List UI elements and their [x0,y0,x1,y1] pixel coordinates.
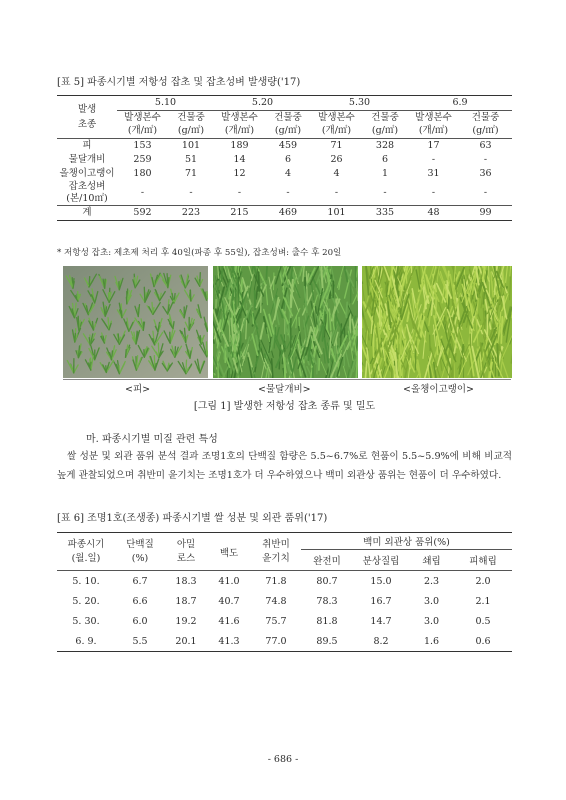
table5-header-dates [57,96,512,111]
sub-header: 건물중 [371,111,399,123]
table5-cell: 259 [133,154,152,166]
row-label-text: 잡초성벼 [68,180,106,192]
table6-cell: 40.7 [218,595,240,607]
table6-cell: 5. 20. [72,595,100,607]
table6-cell: 89.5 [316,635,338,647]
row-label-text: 올챙이고랭이 [59,167,115,179]
table6-row [57,591,512,611]
table6-cell: 6.6 [132,595,148,607]
table6-cell: 3.0 [423,595,440,607]
table5 [57,95,512,221]
table6-cell: 5. 30. [72,615,100,627]
table5-cell: 101 [311,205,362,220]
table5-cell: 335 [362,205,408,220]
row-label [57,205,117,220]
figure1-caption: [그림 1] 발생한 저항성 잡초 종류 및 밀도 [193,401,376,412]
table6-row [57,631,512,652]
table6-cell: 16.7 [370,595,392,607]
amylose-header [165,533,207,571]
table6-cell: 1.6 [423,635,440,647]
table6-body [57,571,512,652]
unit: (개/㎡) [408,125,459,139]
table5-caption: [표 5] 파종시기별 저항성 잡초 및 잡초성벼 발생량('17) [57,77,301,88]
paragraph-text: 쌀 성분 및 외관 품위 분석 결과 조명1호의 단백질 함량은 5.5~6.7%로 현품이 5.5~5.9%에 비해 비교적 높게 관찰되었으며 취반미 윤기치는 조명1호가 더 우수하였으나 백미 외관상 품위는 현품이 더 우수하였다. [57,451,512,481]
seedling-blade [167,274,168,288]
sub-header: 발생본수 [415,111,452,123]
table6-cell: 78.3 [316,595,338,607]
whiteness-header: 백도 [207,533,251,571]
table5-header-subs [57,110,512,124]
section-paragraph [57,447,512,485]
table6-cell: 2.3 [423,575,440,587]
table5-cell: - [237,186,242,198]
sub-header: 발생본수 [221,111,258,123]
date-header: 5.20 [214,96,311,111]
grass-blade [373,334,374,357]
table5-cell: 12 [233,167,246,179]
grass-blade [218,354,219,378]
row-label-text: 물달개비 [68,154,106,166]
grass-blade [259,272,260,291]
appearance-sub-header: 쇄립 [409,550,454,571]
table5-cell: 48 [408,205,459,220]
table5-cell: 31 [427,167,440,179]
table5-row [57,139,512,153]
table5-cell: - [431,154,436,166]
table5-cell: - [140,186,145,198]
protein-header [115,533,165,571]
row-label [57,153,117,167]
gloss-header-line1: 취반미 [262,538,290,550]
table5-cell: - [431,186,436,198]
table6-cell: 77.0 [265,635,287,647]
table6-cell: 80.7 [316,575,338,587]
date-header: 5.10 [117,96,214,111]
table6-cell: 2.1 [475,595,491,607]
table6-cell: 41.6 [218,615,240,627]
table6-cell: 6.0 [132,615,148,627]
appearance-sub-header: 피해립 [454,550,512,571]
table6-cell: 81.8 [316,615,338,627]
table5-cell: 71 [184,167,198,179]
seedling-blade [144,287,145,302]
table6 [57,532,512,652]
photo-barnyard-grass-image [63,266,208,378]
table6-cell: 0.5 [475,615,491,627]
table6-cell: 15.0 [370,575,392,587]
protein-header-line2: (%) [131,552,149,564]
sub-header: 발생본수 [318,111,355,123]
table5-header-units [57,125,512,139]
table6-cell: 41.3 [218,635,240,647]
table6-cell: 5.5 [132,635,148,647]
row-header-line2: 초종 [77,119,97,131]
appearance-sub-header: 완전미 [301,550,353,571]
unit: (개/㎡) [311,125,362,139]
sub-header: 발생본수 [124,111,161,123]
row-label-text: 계 [82,206,92,218]
grass-blade [346,302,347,317]
table5-cell: 469 [265,205,311,220]
figure-label: <피> [125,384,151,395]
table5-row-header [57,96,117,139]
row-label-text: 피 [82,140,92,152]
row-label [57,181,117,206]
table5-cell: 4 [284,167,292,179]
grass-blade [266,266,267,279]
table6-cell: 74.8 [265,595,287,607]
table5-row [57,167,512,181]
table6-cell: 75.7 [265,615,287,627]
unit: (g/㎡) [168,125,214,139]
table5-cell: 99 [459,205,512,220]
table5-cell: - [286,186,290,198]
gloss-header-line2: 윤기치 [262,552,290,564]
grass-blade [285,358,286,378]
gloss-header [251,533,301,571]
sowing-header [57,533,115,571]
table5-cell: 215 [214,205,265,220]
table5-cell: 180 [133,167,152,179]
table5-cell: 17 [427,140,440,152]
table6-cell: 18.3 [175,575,197,587]
sowing-header-line2: (월.일) [71,552,101,564]
grass-blade [328,269,329,281]
photo-barnyard-grass [63,266,208,378]
grass-blade [464,346,465,377]
table5-row [57,153,512,167]
table6-cell: 2.0 [475,575,491,587]
figure-label: <올챙이고랭이> [403,384,474,395]
table5-cell: 4 [333,167,340,179]
photo-monochoria [213,266,358,378]
appearance-sub-header: 분상질립 [353,550,409,571]
row-label [57,167,117,181]
table6-cell: 6. 9. [75,635,97,647]
table6-cell: 41.0 [218,575,240,587]
table6-cell: 5. 10. [72,575,100,587]
table6-cell: 71.8 [265,575,287,587]
table5-cell: 6 [284,154,292,166]
table5-cell: - [334,186,339,198]
table5-body [57,139,512,220]
section-heading: 마. 파종시기별 미질 관련 특성 [86,434,218,445]
seedling-blade [106,366,107,373]
table6-row [57,571,512,592]
table6-cell: 19.2 [175,615,197,627]
grass-blade [255,291,256,310]
table5-cell: 26 [330,154,343,166]
table5-cell: 14 [233,154,246,166]
figure1-labels [63,379,511,394]
amylose-header-line1: 아밀 [176,538,196,550]
table5-cell: - [383,186,387,198]
unit: (개/㎡) [117,125,168,139]
appearance-group-header: 백미 외관상 품위(%) [301,533,512,550]
sub-header: 건물중 [471,111,500,123]
protein-header-line1: 단백질 [126,538,154,550]
table5-cell: - [483,154,488,166]
table5-cell: 223 [168,205,214,220]
sub-header: 건물중 [177,111,205,123]
grass-blade [229,358,230,378]
table5-cell: - [483,186,488,198]
table5-cell: 1 [381,167,389,179]
page-number: - 686 - [267,754,299,765]
unit: (g/㎡) [459,125,512,139]
grass-blade [421,321,422,337]
seedling-blade [75,333,76,342]
table5-cell: 328 [375,140,395,152]
table5-cell: 51 [184,154,198,166]
table6-cell: 14.7 [370,615,392,627]
table5-cell: 592 [117,205,168,220]
table5-cell: 101 [181,140,201,152]
sub-header: 건물중 [274,111,302,123]
sowing-header-line1: 파종시기 [67,538,105,550]
table5-cell: 71 [330,140,343,152]
photo-bulrush-image [362,266,512,378]
row-label [57,139,117,153]
table6-cell: 20.1 [175,635,197,647]
photo-bulrush [362,266,512,378]
figure-label: <물달개비> [258,384,311,395]
table6-cell: 0.6 [475,635,491,647]
table6-cell: 8.2 [373,635,389,647]
date-header: 5.30 [311,96,408,111]
grass-blade [501,317,502,343]
table5-note: * 저항성 잡초: 제초제 처리 후 40일(파종 후 55일), 잡초성벼: 출수 후 20일 [57,248,342,258]
seedling-blade [126,350,127,358]
table5-cell: 6 [381,154,389,166]
table5-row [57,181,512,206]
table5-cell: - [189,186,193,198]
table5-cell: 459 [278,140,298,152]
row-header-line1: 발생 [77,104,97,116]
table6-cell: 6.7 [132,575,148,587]
seedling-blade [78,316,79,330]
table5-row [57,205,512,220]
table5-cell: 63 [479,140,492,152]
table6-caption: [표 6] 조명1호(조생종) 파종시기별 쌀 성분 및 외관 품위('17) [57,513,328,524]
date-header: 6.9 [408,96,512,111]
photo-monochoria-image [213,266,358,378]
table5-cell: 153 [133,140,152,152]
table6-cell: 18.7 [175,595,197,607]
table6-header-row1 [57,533,512,550]
row-label-unit: (본/10㎡) [66,192,108,204]
unit: (g/㎡) [362,125,408,139]
table5-cell: 189 [230,140,249,152]
table5-cell: 36 [479,167,492,179]
unit: (g/㎡) [265,125,311,139]
unit: (개/㎡) [214,125,265,139]
table6-cell: 3.0 [423,615,440,627]
amylose-header-line2: 로스 [176,552,196,564]
table6-row [57,611,512,631]
